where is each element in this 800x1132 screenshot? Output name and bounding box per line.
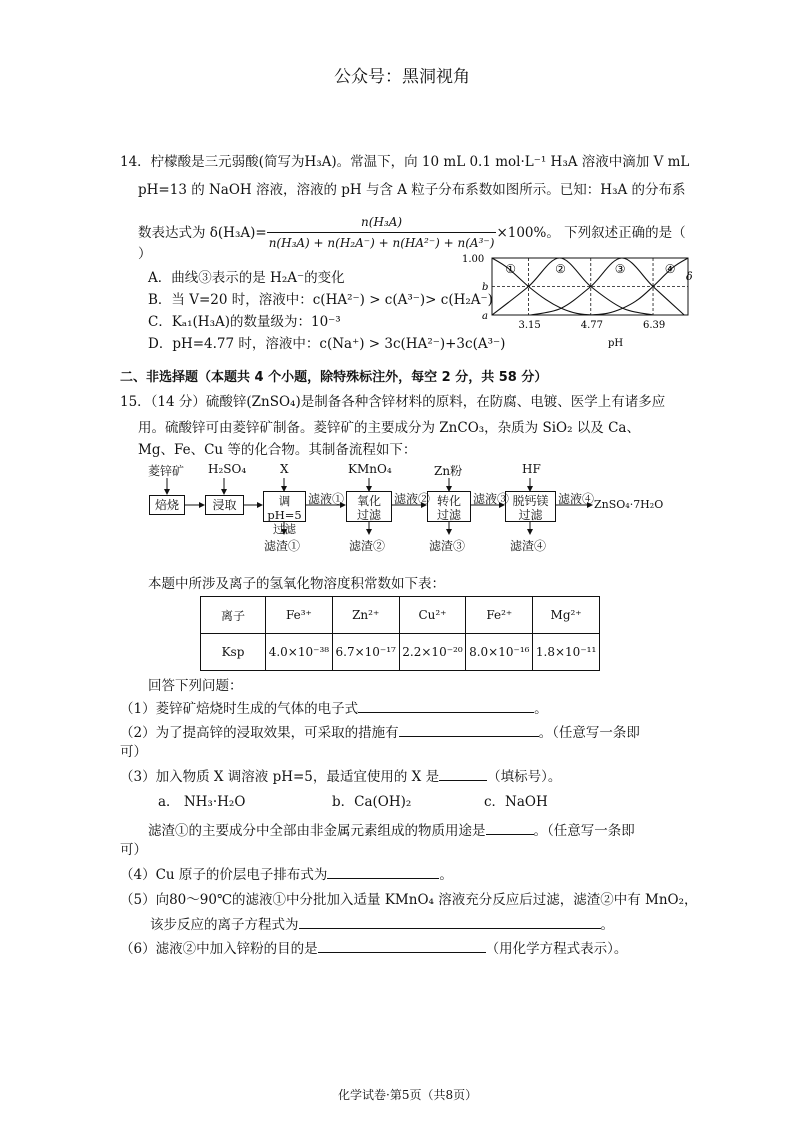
sub-q3b <box>148 820 635 841</box>
input-kmno4: KMnO₄ <box>348 462 392 476</box>
input-zn-powder: Zn粉 <box>434 464 463 478</box>
box-roasting: 焙烧 <box>149 495 185 515</box>
sub-q4-end: 。 <box>439 867 453 883</box>
residue-4: 滤渣④ <box>510 539 547 553</box>
q14-line1: 14．柠檬酸是三元弱酸(简写为H₃A)。常温下，向 10 mL 0.1 mol·L⁻¹ H₃A 溶液中滴加 V mL <box>120 154 690 170</box>
process-flowchart <box>140 458 700 558</box>
answer-blank-4[interactable] <box>327 864 439 879</box>
sub-q6-text: （6）滤液②中加入锌粉的目的是 <box>120 941 318 957</box>
answer-intro: 回答下列问题： <box>148 678 243 694</box>
y-axis-label: δ <box>686 270 693 283</box>
residue-1: 滤渣① <box>264 539 301 553</box>
ksp-value-cell: 1.8×10⁻¹¹ <box>533 634 600 671</box>
sub-q2-end: 。（任意写一条即 <box>538 725 640 741</box>
x-tick-label: 4.77 <box>580 320 604 331</box>
q14-line4: ） <box>138 246 152 262</box>
answer-blank-1[interactable] <box>358 698 534 713</box>
curve-label-4: ④ <box>664 262 676 276</box>
curve-label-2: ② <box>555 262 566 276</box>
sub-q2 <box>120 722 640 743</box>
ksp-header-cell: Fe³⁺ <box>266 597 333 634</box>
sub-q5-end: 。 <box>600 917 614 933</box>
ksp-header-row <box>201 597 600 634</box>
ksp-header-cell: 离子 <box>201 597 266 634</box>
distribution-chart <box>458 246 698 350</box>
box-decalcify: 脱钙镁 过滤 <box>505 491 556 522</box>
sub-q3-option-b: b．Ca(OH)₂ <box>332 794 412 810</box>
sub-q3b-text: 滤渣①的主要成分中全部由非金属元素组成的物质用途是 <box>148 823 486 839</box>
q14-option-c: C．Kₐ₁(H₃A)的数量级为：10⁻³ <box>148 314 341 330</box>
sub-q2-text: （2）为了提高锌的浸取效果，可采取的措施有 <box>120 725 399 741</box>
sub-q5: （5）向80～90℃的滤液①中分批加入适量 KMnO₄ 溶液充分反应后过滤，滤渣②中有 MnO₂， <box>120 892 698 908</box>
ksp-value-row <box>201 634 600 671</box>
answer-blank-3[interactable] <box>439 766 487 781</box>
sub-q1-text: （1）菱锌矿焙烧时生成的气体的电子式 <box>120 701 359 717</box>
ksp-header-cell: Fe²⁺ <box>466 597 533 634</box>
sub-q3 <box>120 766 561 787</box>
table-intro: 本题中所涉及离子的氢氧化物溶度积常数如下表： <box>148 576 445 592</box>
box-oxidation: 氧化 过滤 <box>346 491 392 522</box>
sub-q2-line2: 可） <box>120 744 147 760</box>
ksp-header-cell: Zn²⁺ <box>332 597 399 634</box>
page-header-title: 公众号：黑洞视角 <box>334 67 470 87</box>
answer-blank-3b[interactable] <box>486 820 534 835</box>
sub-q3b-end: 。（任意写一条即 <box>533 823 635 839</box>
ksp-value-cell: 2.2×10⁻²⁰ <box>399 634 466 671</box>
ksp-header-cell: Cu²⁺ <box>399 597 466 634</box>
answer-blank-6[interactable] <box>318 938 486 953</box>
sub-q3-option-a: a． NH₃·H₂O <box>158 794 246 810</box>
sub-q6 <box>120 938 627 959</box>
input-h2so4: H₂SO₄ <box>208 462 247 476</box>
residue-3: 滤渣③ <box>429 539 466 553</box>
sub-q6-end: （用化学方程式表示）。 <box>485 941 628 957</box>
fraction-numerator: n(H₃A) <box>267 212 497 233</box>
ksp-header-cell: Mg²⁺ <box>533 597 600 634</box>
q14-line3-prefix: 数表达式为 δ(H₃A)= <box>138 224 267 241</box>
sub-q5-line2 <box>150 914 614 935</box>
x-tick-label: 3.15 <box>518 320 541 331</box>
q15-line3: Mg、Fe、Cu 等的化合物。其制备流程如下： <box>138 442 417 458</box>
y-tick-b: b <box>482 282 489 293</box>
curve-label-1: ① <box>505 262 516 276</box>
answer-blank-5[interactable] <box>299 914 601 929</box>
ksp-table <box>200 596 600 671</box>
y-tick-a: a <box>482 311 488 322</box>
x-axis-label: pH <box>608 338 624 349</box>
ksp-value-cell: 8.0×10⁻¹⁶ <box>466 634 533 671</box>
residue-2: 滤渣② <box>349 539 386 553</box>
q15-line1: 15．（14 分）硫酸锌(ZnSO₄)是制备各种含锌材料的原料，在防腐、电镀、医学上有诸多应 <box>120 394 666 410</box>
ksp-value-cell: 6.7×10⁻¹⁷ <box>332 634 399 671</box>
sub-q5-line2-text: 该步反应的离子方程式为 <box>150 917 299 933</box>
sub-q1-end: 。 <box>534 701 548 717</box>
section-2-title: 二、非选择题（本题共 4 个小题，除特殊标注外，每空 2 分，共 58 分） <box>120 370 548 385</box>
sub-q4-text: （4）Cu 原子的价层电子排布式为 <box>120 867 328 883</box>
ksp-value-cell: Ksp <box>201 634 266 671</box>
box-adjust-ph: 调pH=5 过滤 <box>263 491 306 522</box>
filtrate-2: 滤液② <box>394 492 431 506</box>
q15-line2: 用。硫酸锌可由菱锌矿制备。菱锌矿的主要成分为 ZnCO₃，杂质为 SiO₂ 以及 Ca、 <box>138 420 640 436</box>
box-conversion: 转化 过滤 <box>427 491 471 522</box>
sub-q3-end: （填标号）。 <box>487 769 562 785</box>
input-hf: HF <box>522 462 541 476</box>
sub-q3b-line2: 可） <box>120 842 147 858</box>
input-x: X <box>280 462 289 476</box>
input-ore: 菱锌矿 <box>148 464 185 478</box>
sub-q4 <box>120 864 453 885</box>
q14-option-b: B．当 V=20 时，溶液中：c(HA²⁻) > c(A³⁻)> c(H₂A⁻) <box>148 292 493 308</box>
q14-option-d: D．pH=4.77 时，溶液中：c(Na⁺) > 3c(HA²⁻)+3c(A³⁻) <box>148 336 506 352</box>
sub-q1 <box>120 698 548 719</box>
y-tick-1: 1.00 <box>462 254 485 265</box>
box-leaching: 浸取 <box>205 495 244 515</box>
product-label: ZnSO₄·7H₂O <box>594 498 664 511</box>
page-footer: 化学试卷·第5页（共8页） <box>338 1088 478 1102</box>
q14-line2: pH=13 的 NaOH 溶液，溶液的 pH 与含 A 粒子分布系数如图所示。已知：H₃A 的分布系 <box>138 182 686 198</box>
curve-label-3: ③ <box>614 262 626 276</box>
fraction-denominator: n(H₃A) + n(H₂A⁻) + n(HA²⁻) + n(A³⁻) <box>268 236 495 250</box>
filtrate-3: 滤液③ <box>473 492 510 506</box>
ksp-value-cell: 4.0×10⁻³⁸ <box>266 634 333 671</box>
sub-q3-option-c: c．NaOH <box>484 794 548 810</box>
filtrate-4: 滤液④ <box>558 492 595 506</box>
q14-option-a: A．曲线③表示的是 H₂A⁻的变化 <box>148 270 345 286</box>
answer-blank-2[interactable] <box>399 722 539 737</box>
sub-q3-text: （3）加入物质 X 调溶液 pH=5，最适宜使用的 X 是 <box>120 769 440 785</box>
filtrate-1: 滤液① <box>308 492 345 506</box>
x-tick-label: 6.39 <box>643 320 666 331</box>
q14-line3-suffix: ×100%。 下列叙述正确的是（ <box>496 224 686 241</box>
